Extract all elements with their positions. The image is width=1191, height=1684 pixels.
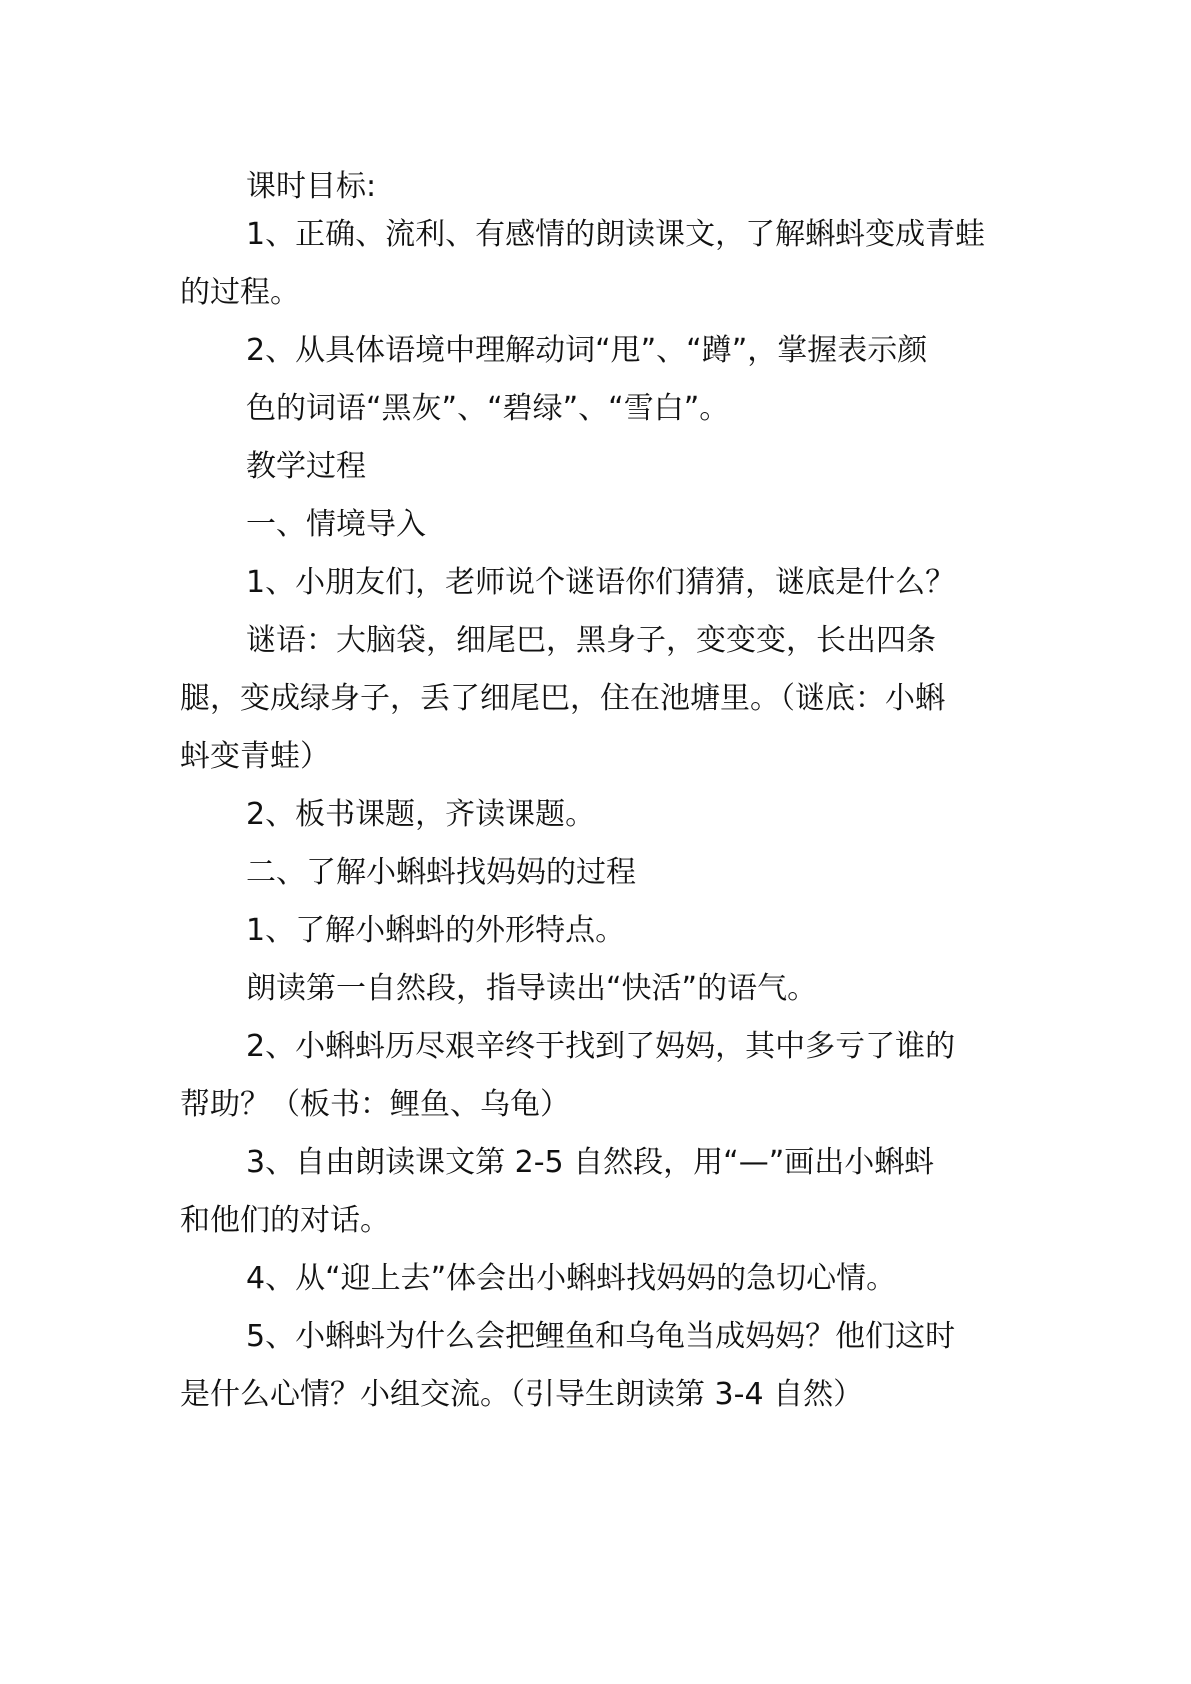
step-2-3-line-2: 和他们的对话。 [180, 1203, 390, 1238]
step-2-5-line-1: 5、小蝌蚪为什么会把鲤鱼和乌龟当成妈妈？他们这时 [246, 1319, 956, 1354]
riddle-line-1: 谜语：大脑袋，细尾巴，黑身子，变变变，长出四条 [246, 623, 936, 658]
objective-1-line-2: 的过程。 [180, 275, 300, 310]
section-1-heading: 一、情境导入 [246, 507, 426, 542]
step-2-2-line-2: 帮助？（板书：鲤鱼、乌龟） [180, 1087, 570, 1122]
objective-1-line-1: 1、正确、流利、有感情的朗读课文，了解蝌蚪变成青蛙 [246, 217, 986, 252]
step-2-4: 4、从“迎上去”体会出小蝌蚪找妈妈的急切心情。 [246, 1261, 897, 1296]
step-2-1-detail: 朗读第一自然段，指导读出“快活”的语气。 [246, 971, 818, 1006]
step-1-2: 2、板书课题，齐读课题。 [246, 797, 596, 832]
riddle-line-2: 腿，变成绿身子，丢了细尾巴，住在池塘里。（谜底：小蝌 [180, 681, 945, 716]
step-2-1: 1、了解小蝌蚪的外形特点。 [246, 913, 626, 948]
lesson-objectives-heading: 课时目标: [246, 169, 377, 204]
riddle-line-3: 蚪变青蛙） [180, 739, 330, 774]
teaching-process-heading: 教学过程 [246, 449, 366, 484]
step-2-2-line-1: 2、小蝌蚪历尽艰辛终于找到了妈妈，其中多亏了谁的 [246, 1029, 956, 1064]
section-2-heading: 二、了解小蝌蚪找妈妈的过程 [246, 855, 636, 890]
objective-2-line-2: 色的词语“黑灰”、“碧绿”、“雪白”。 [246, 391, 730, 426]
step-2-5-line-2: 是什么心情？小组交流。（引导生朗读第 3-4 自然） [180, 1377, 864, 1412]
step-2-3-line-1: 3、自由朗读课文第 2-5 自然段，用“—”画出小蝌蚪 [246, 1145, 935, 1180]
objective-2-line-1: 2、从具体语境中理解动词“甩”、“蹲”，掌握表示颜 [246, 333, 928, 368]
step-1-1: 1、小朋友们，老师说个谜语你们猜猜，谜底是什么？ [246, 565, 956, 600]
